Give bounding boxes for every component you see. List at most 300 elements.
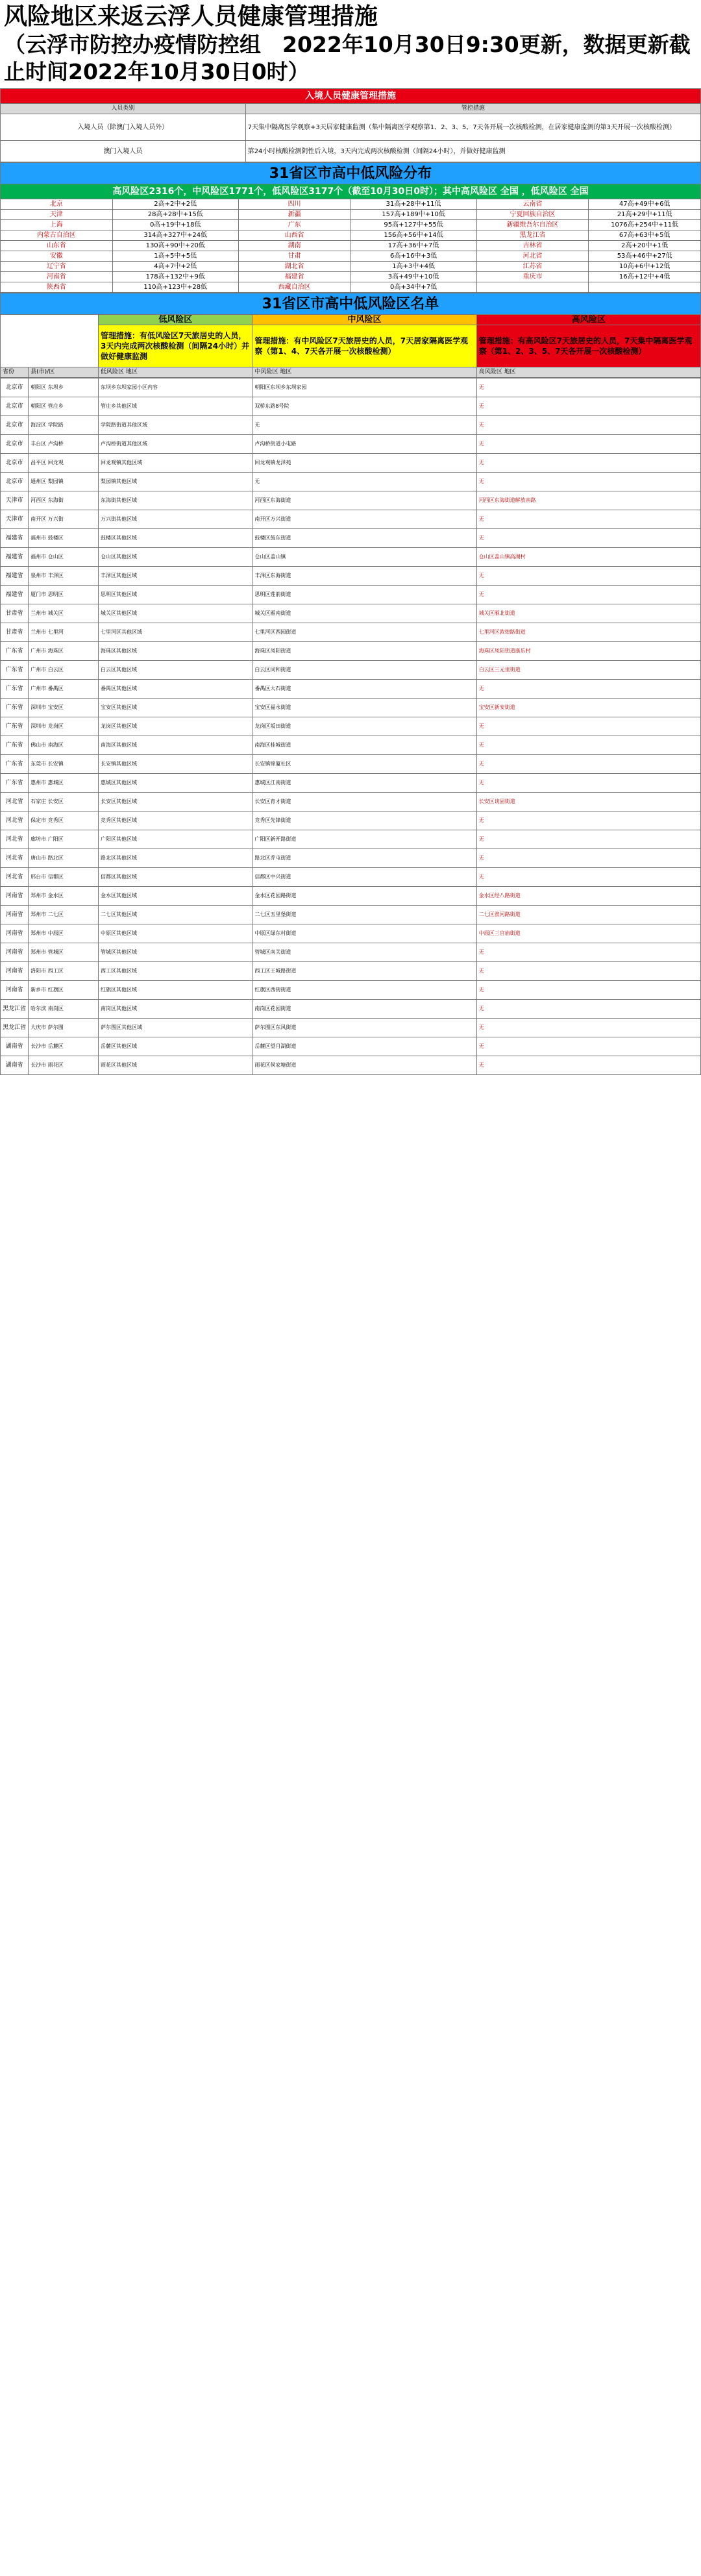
risk-list-county: 朝阳区 东坝乡 <box>29 378 99 397</box>
risk-list-mid: 西工区王城路街道 <box>252 962 476 981</box>
risk-list-county: 惠州市 惠城区 <box>29 774 99 793</box>
risk-list-low: 丰泽区其他区域 <box>99 567 252 586</box>
risk-list-mid: 城关区雁南街道 <box>252 604 476 623</box>
province-count: 21高+29中+11低 <box>589 210 701 220</box>
risk-list-county: 东莞市 长安镇 <box>29 755 99 774</box>
risk-list-high: 宝安区新安街道 <box>476 699 700 717</box>
risk-list-mid: 中原区绿东村街道 <box>252 924 476 943</box>
risk-list-low: 番禺区其他区域 <box>99 680 252 699</box>
risk-list-county: 唐山市 路北区 <box>29 849 99 868</box>
risk-list-mid: 南海区桂城街道 <box>252 736 476 755</box>
risk-list-row <box>1 717 701 736</box>
risk-list-high: 无 <box>476 416 700 435</box>
risk-list-low: 鼓楼区其他区域 <box>99 529 252 548</box>
risk-list-low: 梨园镇其他区域 <box>99 473 252 491</box>
risk-list-county: 河西区 东海街 <box>29 491 99 510</box>
risk-list-row <box>1 435 701 454</box>
risk-list-row <box>1 868 701 887</box>
province-name: 内蒙古自治区 <box>1 230 113 241</box>
risk-list-prov: 北京市 <box>1 397 29 416</box>
risk-list-county: 廊坊市 广阳区 <box>29 830 99 849</box>
risk-list-low: 海珠区其他区域 <box>99 642 252 661</box>
risk-list-prov: 广东省 <box>1 736 29 755</box>
risk-list-low: 宝安区其他区域 <box>99 699 252 717</box>
risk-list-row <box>1 529 701 548</box>
risk-list-prov: 广东省 <box>1 717 29 736</box>
risk-list-row <box>1 1019 701 1037</box>
risk-list-row <box>1 906 701 924</box>
province-count: 4高+7中+2低 <box>112 262 238 272</box>
list-header-low: 低风险区 地区 <box>99 367 252 378</box>
risk-list-mid: 海珠区凤阳街道 <box>252 642 476 661</box>
risk-list-low: 管庄乡其他区域 <box>99 397 252 416</box>
risk-list-high: 无 <box>476 811 700 830</box>
risk-list-mid: 雨花区侯家塘街道 <box>252 1056 476 1075</box>
risk-list-mid: 广阳区新开路街道 <box>252 830 476 849</box>
risk-list-prov: 福建省 <box>1 586 29 604</box>
risk-list-county: 海淀区 学院路 <box>29 416 99 435</box>
risk-list-low: 管城区其他区域 <box>99 943 252 962</box>
risk-list-mid: 鼓楼区鼓东街道 <box>252 529 476 548</box>
province-count: 0高+19中+18低 <box>112 220 238 230</box>
province-row <box>1 230 701 241</box>
entry-category: 澳门入境人员 <box>1 141 246 162</box>
risk-list-prov: 河南省 <box>1 887 29 906</box>
province-count: 95高+127中+55低 <box>350 220 476 230</box>
risk-list-row <box>1 943 701 962</box>
province-count: 67高+63中+5低 <box>589 230 701 241</box>
risk-list-low: 二七区其他区域 <box>99 906 252 924</box>
risk-list-prov: 河南省 <box>1 981 29 1000</box>
risk-list-prov: 河南省 <box>1 906 29 924</box>
province-name: 江苏省 <box>476 262 589 272</box>
province-row <box>1 210 701 220</box>
risk-list-low: 仓山区其他区域 <box>99 548 252 567</box>
risk-list-low: 长安镇其他区域 <box>99 755 252 774</box>
list-header-mid: 中风险区 地区 <box>252 367 476 378</box>
risk-list-low: 思明区其他区域 <box>99 586 252 604</box>
risk-list-mid: 双桥东路8号院 <box>252 397 476 416</box>
risk-list-county: 石家庄 长安区 <box>29 793 99 811</box>
province-count: 110高+123中+28低 <box>112 282 238 293</box>
risk-list-high: 无 <box>476 962 700 981</box>
province-row <box>1 220 701 230</box>
risk-list-low: 萨尔图区其他区域 <box>99 1019 252 1037</box>
risk-list-scroll <box>0 378 701 2533</box>
risk-list-row <box>1 774 701 793</box>
risk-list-low: 白云区其他区域 <box>99 661 252 680</box>
risk-list-prov: 黑龙江省 <box>1 1019 29 1037</box>
risk-list-prov: 福建省 <box>1 529 29 548</box>
risk-list-row <box>1 1037 701 1056</box>
risk-list-mid: 番禺区大石街道 <box>252 680 476 699</box>
province-count: 10高+6中+12低 <box>589 262 701 272</box>
province-count: 314高+327中+24低 <box>112 230 238 241</box>
risk-list-mid: 金水区花园路街道 <box>252 887 476 906</box>
risk-list-high: 无 <box>476 1000 700 1019</box>
risk-list-high: 无 <box>476 378 700 397</box>
risk-list-low: 七里河区其他区域 <box>99 623 252 642</box>
risk-list-low: 南岗区其他区域 <box>99 1000 252 1019</box>
risk-list-mid: 管城区南关街道 <box>252 943 476 962</box>
risk-list-prov: 北京市 <box>1 416 29 435</box>
risk-list-county: 广州市 番禺区 <box>29 680 99 699</box>
risk-list-row <box>1 736 701 755</box>
risk-list-row <box>1 830 701 849</box>
risk-list-prov: 河北省 <box>1 830 29 849</box>
risk-list-prov: 河北省 <box>1 849 29 868</box>
risk-list-high: 无 <box>476 435 700 454</box>
province-name: 湖南 <box>238 241 350 251</box>
province-count: 47高+49中+6低 <box>589 199 701 210</box>
risk-list-row <box>1 567 701 586</box>
risk-list-prov: 广东省 <box>1 680 29 699</box>
risk-list-county: 兰州市 城关区 <box>29 604 99 623</box>
risk-list-mid: 仓山区盖山镇 <box>252 548 476 567</box>
risk-list-prov: 天津市 <box>1 491 29 510</box>
risk-list-county: 昌平区 回龙观 <box>29 454 99 473</box>
province-name: 西藏自治区 <box>238 282 350 293</box>
province-count: 2高+20中+1低 <box>589 241 701 251</box>
risk-list-high: 无 <box>476 1037 700 1056</box>
risk-list-low: 南海区其他区域 <box>99 736 252 755</box>
risk-list-high: 无 <box>476 868 700 887</box>
risk-list-mid: 思明区莲前街道 <box>252 586 476 604</box>
risk-list-high: 无 <box>476 1019 700 1037</box>
province-count: 16高+12中+4低 <box>589 272 701 282</box>
risk-list-county: 郑州市 中原区 <box>29 924 99 943</box>
province-count: 1高+5中+5低 <box>112 251 238 262</box>
list-header-high: 高风险区 地区 <box>476 367 700 378</box>
province-count: 1076高+254中+11低 <box>589 220 701 230</box>
risk-list-low: 中原区其他区域 <box>99 924 252 943</box>
management-high: 管理措施：有高风险区7天旅居史的人员，7天集中隔离医学观察（第1、2、3、5、7天各开展一次核酸检测） <box>476 325 700 367</box>
risk-list-mid: 七里河区西园街道 <box>252 623 476 642</box>
risk-list-row <box>1 981 701 1000</box>
risk-list-low: 竞秀区其他区域 <box>99 811 252 830</box>
risk-list-prov: 河北省 <box>1 868 29 887</box>
risk-list-low: 西工区其他区域 <box>99 962 252 981</box>
header-measure: 管控措施 <box>245 104 700 114</box>
entry-category: 入境人员（除澳门入境人员外） <box>1 114 246 141</box>
risk-list-row <box>1 793 701 811</box>
risk-list-high: 无 <box>476 717 700 736</box>
risk-list-high: 无 <box>476 849 700 868</box>
risk-list-mid: 信都区中兴街道 <box>252 868 476 887</box>
risk-list-row <box>1 699 701 717</box>
risk-list-county: 哈尔滨 南岗区 <box>29 1000 99 1019</box>
province-name: 新疆维吾尔自治区 <box>476 220 589 230</box>
risk-list-table <box>0 378 701 1075</box>
risk-list-low: 城关区其他区域 <box>99 604 252 623</box>
risk-list-row <box>1 378 701 397</box>
risk-list-mid: 萨尔图区东风街道 <box>252 1019 476 1037</box>
province-count: 3高+49中+10低 <box>350 272 476 282</box>
risk-list-high: 河西区东海街道解放南路 <box>476 491 700 510</box>
risk-list-county: 长沙市 雨花区 <box>29 1056 99 1075</box>
entry-measure: 第24小时核酸检测阴性后入境，3天内完成两次核酸检测（间隔24小时），并做好健康监测 <box>245 141 700 162</box>
management-mid: 管理措施：有中风险区7天旅居史的人员，7天居家隔离医学观察（第1、4、7天各开展一次核酸检测） <box>252 325 476 367</box>
risk-list-prov: 河南省 <box>1 943 29 962</box>
province-count: 178高+132中+9低 <box>112 272 238 282</box>
entry-measure: 7天集中隔离医学观察+3天居家健康监测（集中隔离医学观察第1、2、3、5、7天各开展一次核酸检测，在居家健康监测的第3天开展一次核酸检测） <box>245 114 700 141</box>
risk-list-prov: 湖南省 <box>1 1056 29 1075</box>
risk-list-row <box>1 454 701 473</box>
risk-list-county: 通州区 梨园镇 <box>29 473 99 491</box>
risk-list-prov: 广东省 <box>1 642 29 661</box>
page-subtitle: （云浮市防控办疫情防控组 2022年10月30日9:30更新，数据更新截止时间2022年10月30日0时） <box>4 32 691 84</box>
risk-list-mid: 长安镇锦厦社区 <box>252 755 476 774</box>
risk-list-row <box>1 548 701 567</box>
risk-list-high: 无 <box>476 830 700 849</box>
level-high-title: 高风险区 <box>476 315 700 325</box>
risk-list-mid: 白云区同和街道 <box>252 661 476 680</box>
risk-list-low: 广阳区其他区域 <box>99 830 252 849</box>
province-count: 156高+56中+14低 <box>350 230 476 241</box>
province-name: 重庆市 <box>476 272 589 282</box>
risk-list-row <box>1 811 701 830</box>
province-row <box>1 199 701 210</box>
province-name: 上海 <box>1 220 113 230</box>
province-count: 28高+28中+15低 <box>112 210 238 220</box>
province-count: 130高+90中+20低 <box>112 241 238 251</box>
risk-list-low: 东坝乡东坝家园小区内容 <box>99 378 252 397</box>
risk-list-mid: 宝安区福永街道 <box>252 699 476 717</box>
risk-list-prov: 北京市 <box>1 435 29 454</box>
risk-list-mid: 回龙观镇龙泽苑 <box>252 454 476 473</box>
risk-list-row <box>1 586 701 604</box>
risk-list-prov: 广东省 <box>1 755 29 774</box>
province-count: 157高+189中+10低 <box>350 210 476 220</box>
risk-list-low: 信都区其他区域 <box>99 868 252 887</box>
risk-list-prov: 广东省 <box>1 661 29 680</box>
risk-list-county: 长沙市 岳麓区 <box>29 1037 99 1056</box>
risk-list-low: 龙岗区其他区域 <box>99 717 252 736</box>
risk-list-county: 郑州市 管城区 <box>29 943 99 962</box>
risk-list-row <box>1 962 701 981</box>
risk-list-high: 无 <box>476 755 700 774</box>
risk-list-county: 兰州市 七里河 <box>29 623 99 642</box>
risk-list-mid: 南岗区花园街道 <box>252 1000 476 1019</box>
risk-list-county: 厦门市 思明区 <box>29 586 99 604</box>
province-name: 陕西省 <box>1 282 113 293</box>
risk-list-high: 无 <box>476 510 700 529</box>
risk-list-high: 城关区雁北街道 <box>476 604 700 623</box>
risk-list-mid: 二七区五里堡街道 <box>252 906 476 924</box>
risk-list-county: 大庆市 萨尔图 <box>29 1019 99 1037</box>
risk-list-high: 金水区经八路街道 <box>476 887 700 906</box>
risk-list-high: 长安区谈固街道 <box>476 793 700 811</box>
risk-list-county: 深圳市 宝安区 <box>29 699 99 717</box>
risk-list-prov: 甘肃省 <box>1 604 29 623</box>
list-header-prov: 省份 <box>1 367 29 378</box>
province-row <box>1 241 701 251</box>
province-name: 安徽 <box>1 251 113 262</box>
province-name: 吉林省 <box>476 241 589 251</box>
risk-list-low: 路北区其他区域 <box>99 849 252 868</box>
risk-list-row <box>1 397 701 416</box>
province-name: 河北省 <box>476 251 589 262</box>
province-count: 1高+3中+4低 <box>350 262 476 272</box>
risk-list-high: 仓山区盖山镇高湖村 <box>476 548 700 567</box>
section-risk-distribution: 31省区市高中低风险分布 <box>1 163 701 184</box>
risk-list-prov: 广东省 <box>1 774 29 793</box>
risk-list-high: 无 <box>476 567 700 586</box>
risk-list-prov: 北京市 <box>1 473 29 491</box>
province-name: 湖北省 <box>238 262 350 272</box>
province-name: 天津 <box>1 210 113 220</box>
section-entry-measures: 入境人员健康管理措施 <box>1 89 701 104</box>
risk-list-prov: 河北省 <box>1 811 29 830</box>
risk-list-county: 邢台市 信都区 <box>29 868 99 887</box>
risk-list-low: 惠城区其他区域 <box>99 774 252 793</box>
risk-list-row <box>1 1056 701 1075</box>
risk-list-county: 福州市 仓山区 <box>29 548 99 567</box>
risk-list-row <box>1 887 701 906</box>
province-row <box>1 282 701 293</box>
risk-list-low: 红旗区其他区域 <box>99 981 252 1000</box>
risk-list-high: 无 <box>476 529 700 548</box>
risk-list-county: 洛阳市 西工区 <box>29 962 99 981</box>
risk-list-mid: 朝阳区东坝乡东坝家园 <box>252 378 476 397</box>
risk-list-row <box>1 924 701 943</box>
province-name: 山西省 <box>238 230 350 241</box>
level-blank <box>1 315 99 367</box>
risk-list-row <box>1 642 701 661</box>
risk-list-prov: 河北省 <box>1 793 29 811</box>
risk-list-county: 朝阳区 管庄乡 <box>29 397 99 416</box>
province-name: 福建省 <box>238 272 350 282</box>
risk-list-high: 中原区三官庙街道 <box>476 924 700 943</box>
risk-list-low: 东海街其他区域 <box>99 491 252 510</box>
risk-list-high: 无 <box>476 680 700 699</box>
province-row <box>1 262 701 272</box>
risk-list-row <box>1 1000 701 1019</box>
risk-list-county: 福州市 鼓楼区 <box>29 529 99 548</box>
province-name: 云南省 <box>476 199 589 210</box>
risk-list-county: 深圳市 龙岗区 <box>29 717 99 736</box>
risk-list-county: 佛山市 南海区 <box>29 736 99 755</box>
risk-list-row <box>1 510 701 529</box>
province-count: 0高+34中+7低 <box>350 282 476 293</box>
province-name: 山东省 <box>1 241 113 251</box>
risk-list-prov: 福建省 <box>1 567 29 586</box>
risk-list-prov: 湖南省 <box>1 1037 29 1056</box>
risk-list-low: 金水区其他区域 <box>99 887 252 906</box>
risk-list-low: 回龙观镇其他区域 <box>99 454 252 473</box>
risk-list-mid: 岳麓区望月湖街道 <box>252 1037 476 1056</box>
risk-list-row <box>1 623 701 642</box>
level-mid-title: 中风险区 <box>252 315 476 325</box>
risk-list-high: 海珠区凤阳街道康乐村 <box>476 642 700 661</box>
province-name: 北京 <box>1 199 113 210</box>
risk-list-mid: 无 <box>252 416 476 435</box>
province-name: 辽宁省 <box>1 262 113 272</box>
risk-list-high: 无 <box>476 473 700 491</box>
province-row <box>1 251 701 262</box>
province-count: 6高+16中+3低 <box>350 251 476 262</box>
province-name: 四川 <box>238 199 350 210</box>
risk-list-prov: 广东省 <box>1 699 29 717</box>
risk-list-prov: 黑龙江省 <box>1 1000 29 1019</box>
province-name: 宁夏回族自治区 <box>476 210 589 220</box>
risk-list-county: 郑州市 金水区 <box>29 887 99 906</box>
risk-list-mid: 南开区万兴街道 <box>252 510 476 529</box>
risk-list-row <box>1 473 701 491</box>
risk-list-mid: 惠城区江南街道 <box>252 774 476 793</box>
risk-list-high: 七里河区敦煌路街道 <box>476 623 700 642</box>
province-name: 新疆 <box>238 210 350 220</box>
risk-list-high: 无 <box>476 943 700 962</box>
risk-list-row <box>1 416 701 435</box>
risk-list-high: 无 <box>476 981 700 1000</box>
risk-list-row <box>1 604 701 623</box>
risk-list-mid: 路北区乔屯街道 <box>252 849 476 868</box>
risk-list-mid: 无 <box>252 473 476 491</box>
province-count <box>589 282 701 293</box>
risk-list-county: 丰台区 卢沟桥 <box>29 435 99 454</box>
risk-list-row <box>1 661 701 680</box>
risk-list-high: 无 <box>476 1056 700 1075</box>
risk-list-high: 无 <box>476 586 700 604</box>
risk-distribution-table <box>0 162 701 293</box>
province-name <box>476 282 589 293</box>
province-name: 黑龙江省 <box>476 230 589 241</box>
header-category: 人员类别 <box>1 104 246 114</box>
risk-list-mid: 卢沟桥街道小屯路 <box>252 435 476 454</box>
risk-list-high: 二七区淮河路街道 <box>476 906 700 924</box>
risk-list-high: 无 <box>476 774 700 793</box>
risk-list-prov: 河南省 <box>1 924 29 943</box>
risk-list-prov: 福建省 <box>1 548 29 567</box>
province-name: 甘肃 <box>238 251 350 262</box>
risk-list-low: 万兴街其他区域 <box>99 510 252 529</box>
risk-list-prov: 北京市 <box>1 378 29 397</box>
risk-list-county: 新乡市 红旗区 <box>29 981 99 1000</box>
risk-summary: 高风险区2316个，中风险区1771个，低风险区3177个（截至10月30日0时）；其中高风险区 全国 ，低风险区 全国 <box>1 184 701 199</box>
level-low-title: 低风险区 <box>99 315 252 325</box>
risk-level-header <box>0 293 701 378</box>
risk-list-high: 无 <box>476 397 700 416</box>
risk-list-mid: 竞秀区先锋街道 <box>252 811 476 830</box>
list-header-county: 县(市)/区 <box>29 367 99 378</box>
risk-list-mid: 丰泽区东海街道 <box>252 567 476 586</box>
province-count: 53高+46中+27低 <box>589 251 701 262</box>
risk-list-row <box>1 849 701 868</box>
risk-list-low: 卢沟桥街道其他区域 <box>99 435 252 454</box>
management-low: 管理措施：有低风险区7天旅居史的人员，3天内完成两次核酸检测（间隔24小时）并做好健康监测 <box>99 325 252 367</box>
risk-list-row <box>1 491 701 510</box>
risk-list-row <box>1 680 701 699</box>
province-count: 2高+2中+2低 <box>112 199 238 210</box>
risk-list-county: 广州市 白云区 <box>29 661 99 680</box>
province-name: 河南省 <box>1 272 113 282</box>
risk-list-mid: 龙岗区坂田街道 <box>252 717 476 736</box>
risk-list-high: 无 <box>476 736 700 755</box>
section-risk-list: 31省区市高中低风险区名单 <box>1 293 701 315</box>
risk-list-low: 长安区其他区域 <box>99 793 252 811</box>
risk-list-low: 雨花区其他区域 <box>99 1056 252 1075</box>
risk-list-mid: 红旗区西街街道 <box>252 981 476 1000</box>
risk-list-county: 保定市 竞秀区 <box>29 811 99 830</box>
risk-list-prov: 天津市 <box>1 510 29 529</box>
risk-list-mid: 河西区东海街道 <box>252 491 476 510</box>
risk-list-low: 学院路街道其他区域 <box>99 416 252 435</box>
risk-list-county: 泉州市 丰泽区 <box>29 567 99 586</box>
page-title: 风险地区来返云浮人员健康管理措施 <box>4 3 378 30</box>
province-count: 17高+36中+7低 <box>350 241 476 251</box>
risk-list-high: 无 <box>476 454 700 473</box>
